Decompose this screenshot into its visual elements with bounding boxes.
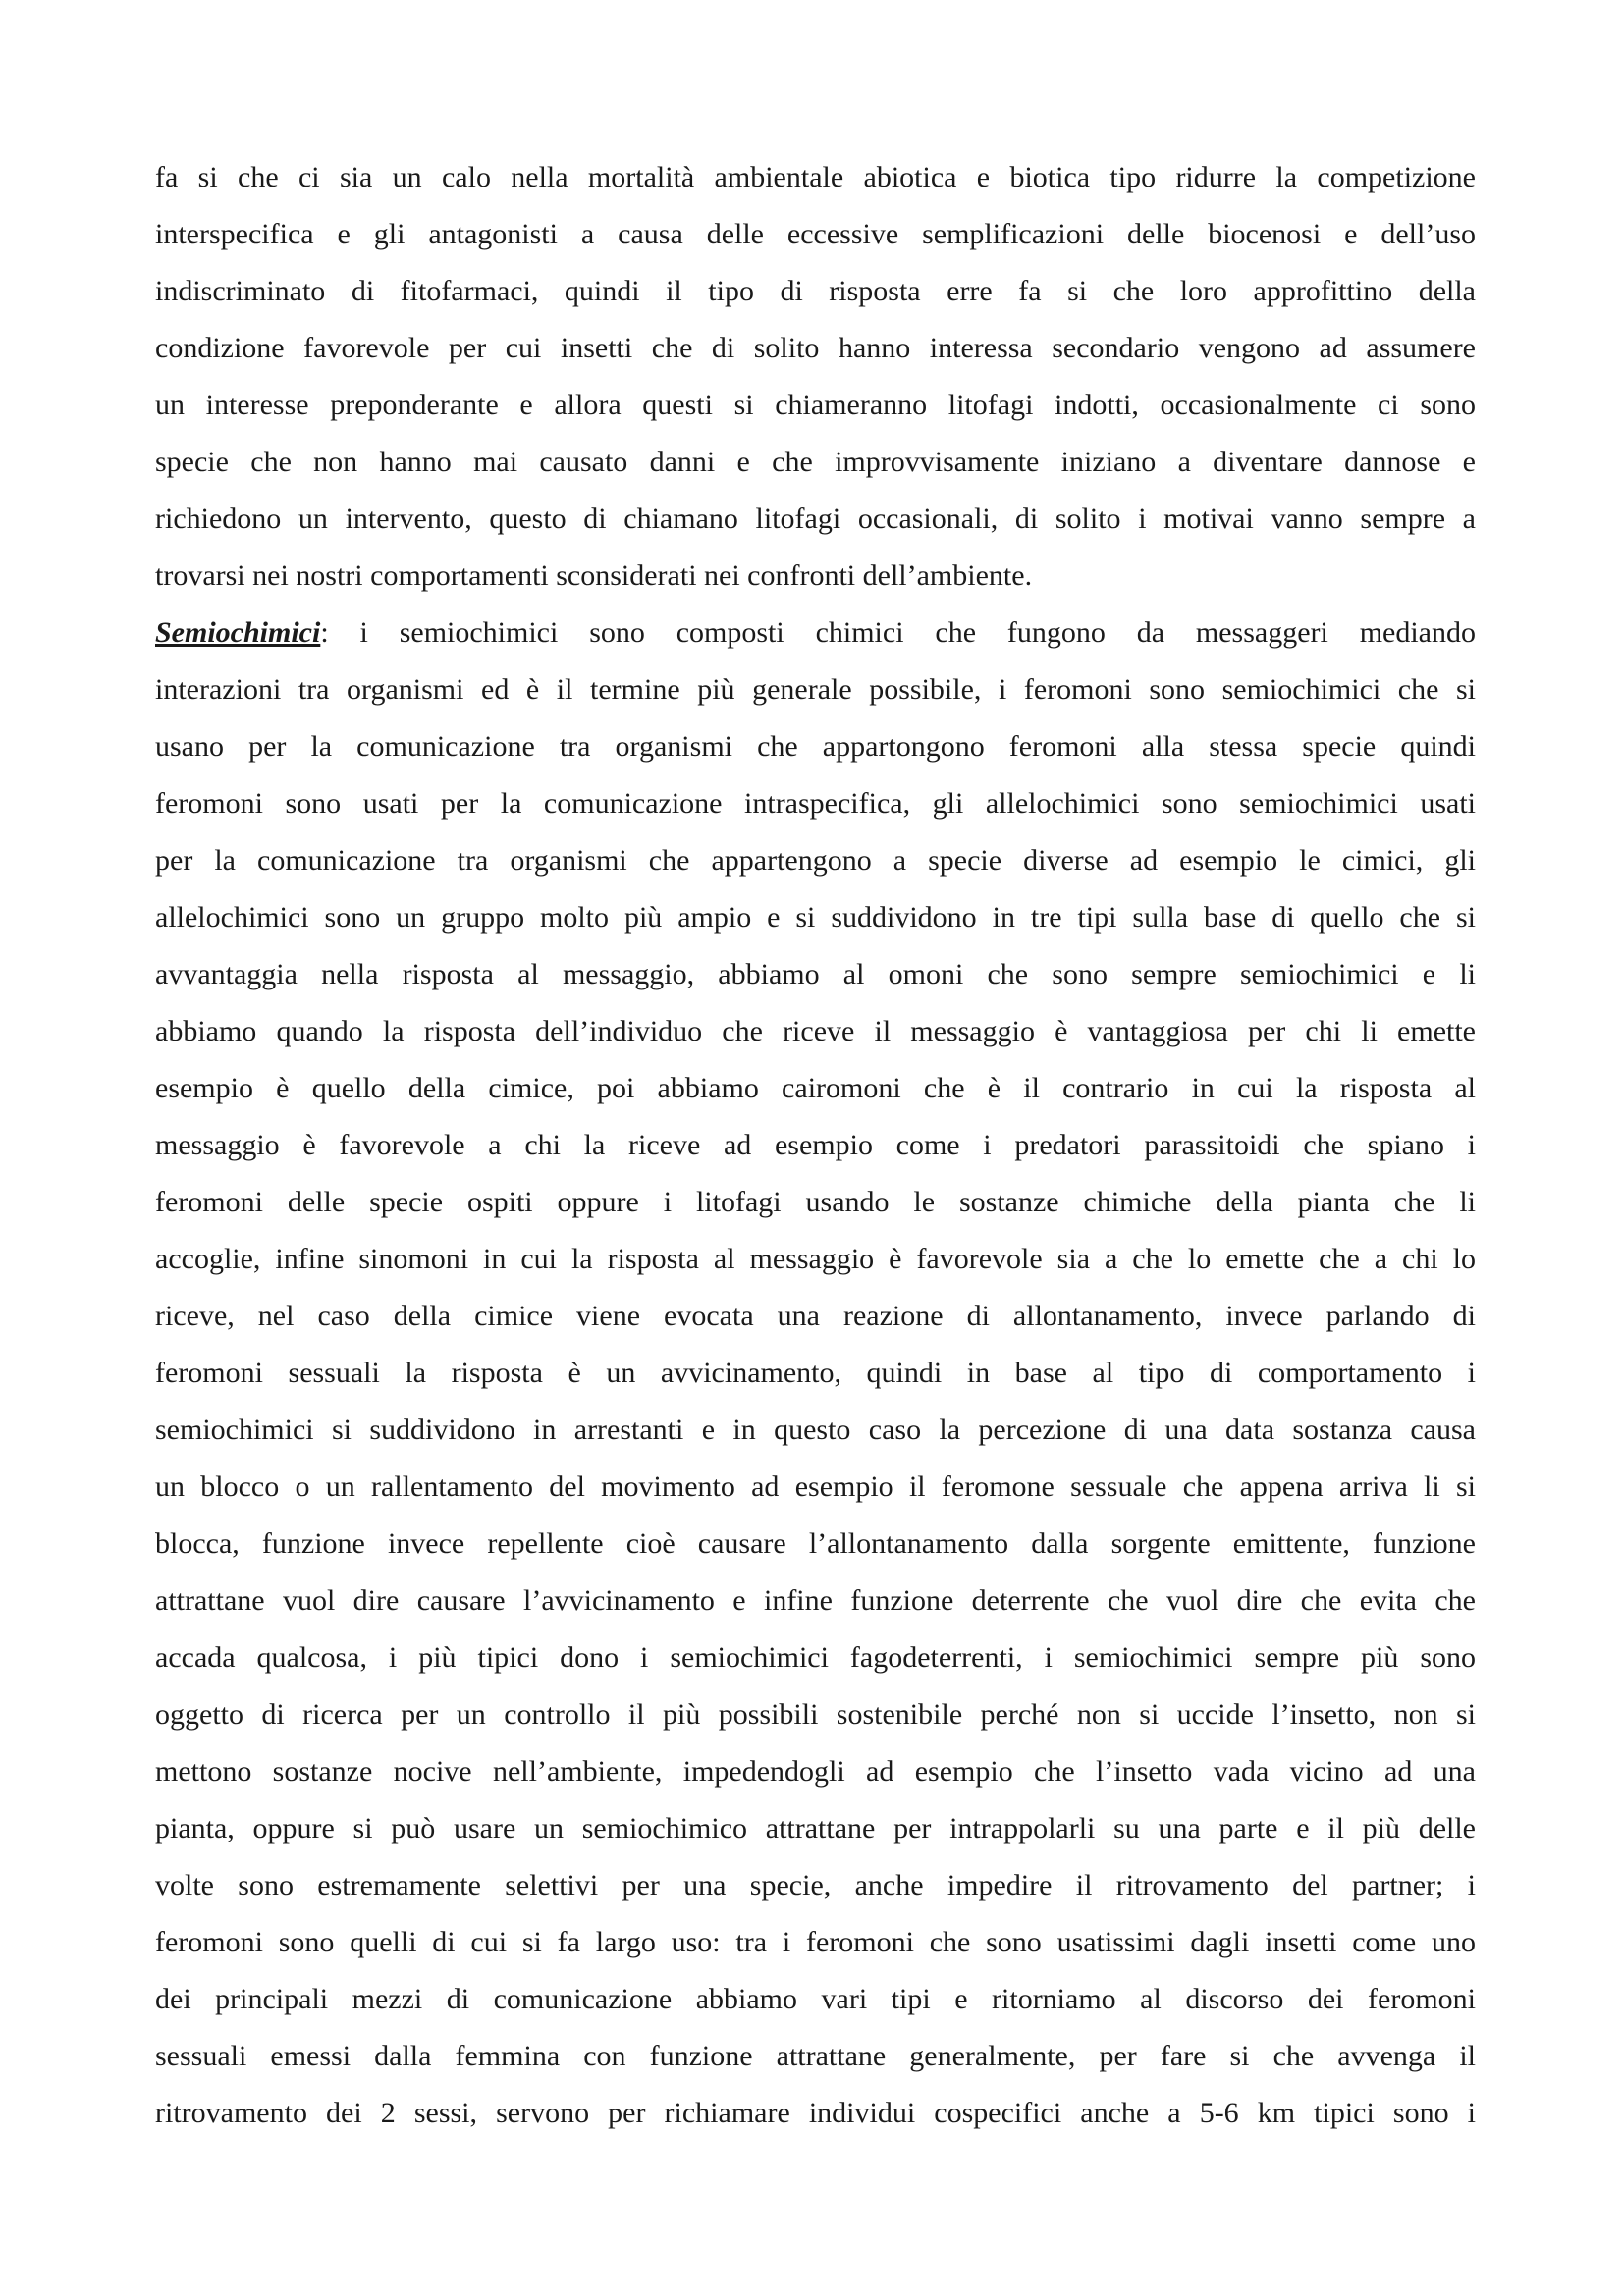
body-line: interspecifica e gli antagonisti a causa delle eccessive semplificazioni delle biocenosi e dell’uso	[155, 218, 1476, 250]
body-line: esempio è quello della cimice, poi abbiamo cairomoni che è il contrario in cui la risposta al	[155, 1072, 1476, 1104]
body-line: interazioni tra organismi ed è il termine più generale possibile, i feromoni sono semiochimici che si	[155, 673, 1476, 706]
document-body	[155, 149, 1476, 2142]
body-line: volte sono estremamente selettivi per una specie, anche impedire il ritrovamento del partner; i	[155, 1869, 1476, 1901]
body-line: fa si che ci sia un calo nella mortalità ambientale abiotica e biotica tipo ridurre la competizione	[155, 161, 1476, 193]
body-line: riceve, nel caso della cimice viene evocata una reazione di allontanamento, invece parlando di	[155, 1300, 1476, 1332]
body-line: sessuali emessi dalla femmina con funzione attrattane generalmente, per fare si che avvenga il	[155, 2040, 1476, 2072]
body-line: un interesse preponderante e allora questi si chiameranno litofagi indotti, occasionalmente ci sono	[155, 389, 1476, 421]
body-line: trovarsi nei nostri comportamenti sconsiderati nei confronti dell’ambiente.	[155, 560, 1033, 592]
body-line: blocca, funzione invece repellente cioè causare l’allontanamento dalla sorgente emittente, funzione	[155, 1527, 1476, 1560]
body-line: oggetto di ricerca per un controllo il più possibili sostenibile perché non si uccide l’insetto, non si	[155, 1698, 1476, 1731]
body-line: feromoni sono usati per la comunicazione intraspecifica, gli allelochimici sono semiochimici usati	[155, 787, 1476, 820]
section-heading-semiochimici: Semiochimici	[155, 616, 321, 649]
body-line: specie che non hanno mai causato danni e che improvvisamente iniziano a diventare dannose e	[155, 446, 1476, 478]
body-line: abbiamo quando la risposta dell’individuo che riceve il messaggio è vantaggiosa per chi li emette	[155, 1015, 1476, 1047]
body-line: indiscriminato di fitofarmaci, quindi il tipo di risposta erre fa si che loro approfittino della	[155, 275, 1476, 307]
body-line: un blocco o un rallentamento del movimento ad esempio il feromone sessuale che appena arriva li si	[155, 1470, 1476, 1503]
body-line: ritrovamento dei 2 sessi, servono per richiamare individui cospecifici anche a 5-6 km tipici sono i	[155, 2097, 1476, 2129]
body-line: condizione favorevole per cui insetti che di solito hanno interessa secondario vengono ad assumere	[155, 332, 1476, 364]
body-line: dei principali mezzi di comunicazione abbiamo vari tipi e ritorniamo al discorso dei feromoni	[155, 1983, 1476, 2015]
body-line: accada qualcosa, i più tipici dono i semiochimici fagodeterrenti, i semiochimici sempre più sono	[155, 1641, 1476, 1674]
body-line: avvantaggia nella risposta al messaggio, abbiamo al omoni che sono sempre semiochimici e li	[155, 958, 1476, 990]
body-line: pianta, oppure si può usare un semiochimico attrattane per intrappolarli su una parte e il più delle	[155, 1812, 1476, 1844]
body-line: attrattane vuol dire causare l’avvicinamento e infine funzione deterrente che vuol dire che evita che	[155, 1584, 1476, 1617]
body-line: feromoni sono quelli di cui si fa largo uso: tra i feromoni che sono usatissimi dagli insetti come uno	[155, 1926, 1476, 1958]
body-line: usano per la comunicazione tra organismi che appartongono feromoni alla stessa specie quindi	[155, 730, 1476, 763]
section-heading-line	[155, 605, 1476, 662]
body-line: accoglie, infine sinomoni in cui la risposta al messaggio è favorevole sia a che lo emette che a chi lo	[155, 1243, 1476, 1275]
body-line: richiedono un intervento, questo di chiamano litofagi occasionali, di solito i motivai vanno sempre a	[155, 503, 1476, 535]
body-line: per la comunicazione tra organismi che appartengono a specie diverse ad esempio le cimici, gli	[155, 844, 1476, 877]
body-line: feromoni delle specie ospiti oppure i litofagi usando le sostanze chimiche della pianta che li	[155, 1186, 1476, 1218]
body-line: mettono sostanze nocive nell’ambiente, impedendogli ad esempio che l’insetto vada vicino ad una	[155, 1755, 1476, 1788]
body-line: messaggio è favorevole a chi la riceve ad esempio come i predatori parassitoidi che spiano i	[155, 1129, 1476, 1161]
body-line: allelochimici sono un gruppo molto più ampio e si suddividono in tre tipi sulla base di quello che si	[155, 901, 1476, 934]
body-line: feromoni sessuali la risposta è un avvicinamento, quindi in base al tipo di comportamento i	[155, 1357, 1476, 1389]
section-heading-suffix: : i semiochimici sono composti chimici che fungono da messaggeri mediando	[320, 616, 1476, 649]
body-line: semiochimici si suddividono in arrestanti e in questo caso la percezione di una data sostanza causa	[155, 1414, 1476, 1446]
